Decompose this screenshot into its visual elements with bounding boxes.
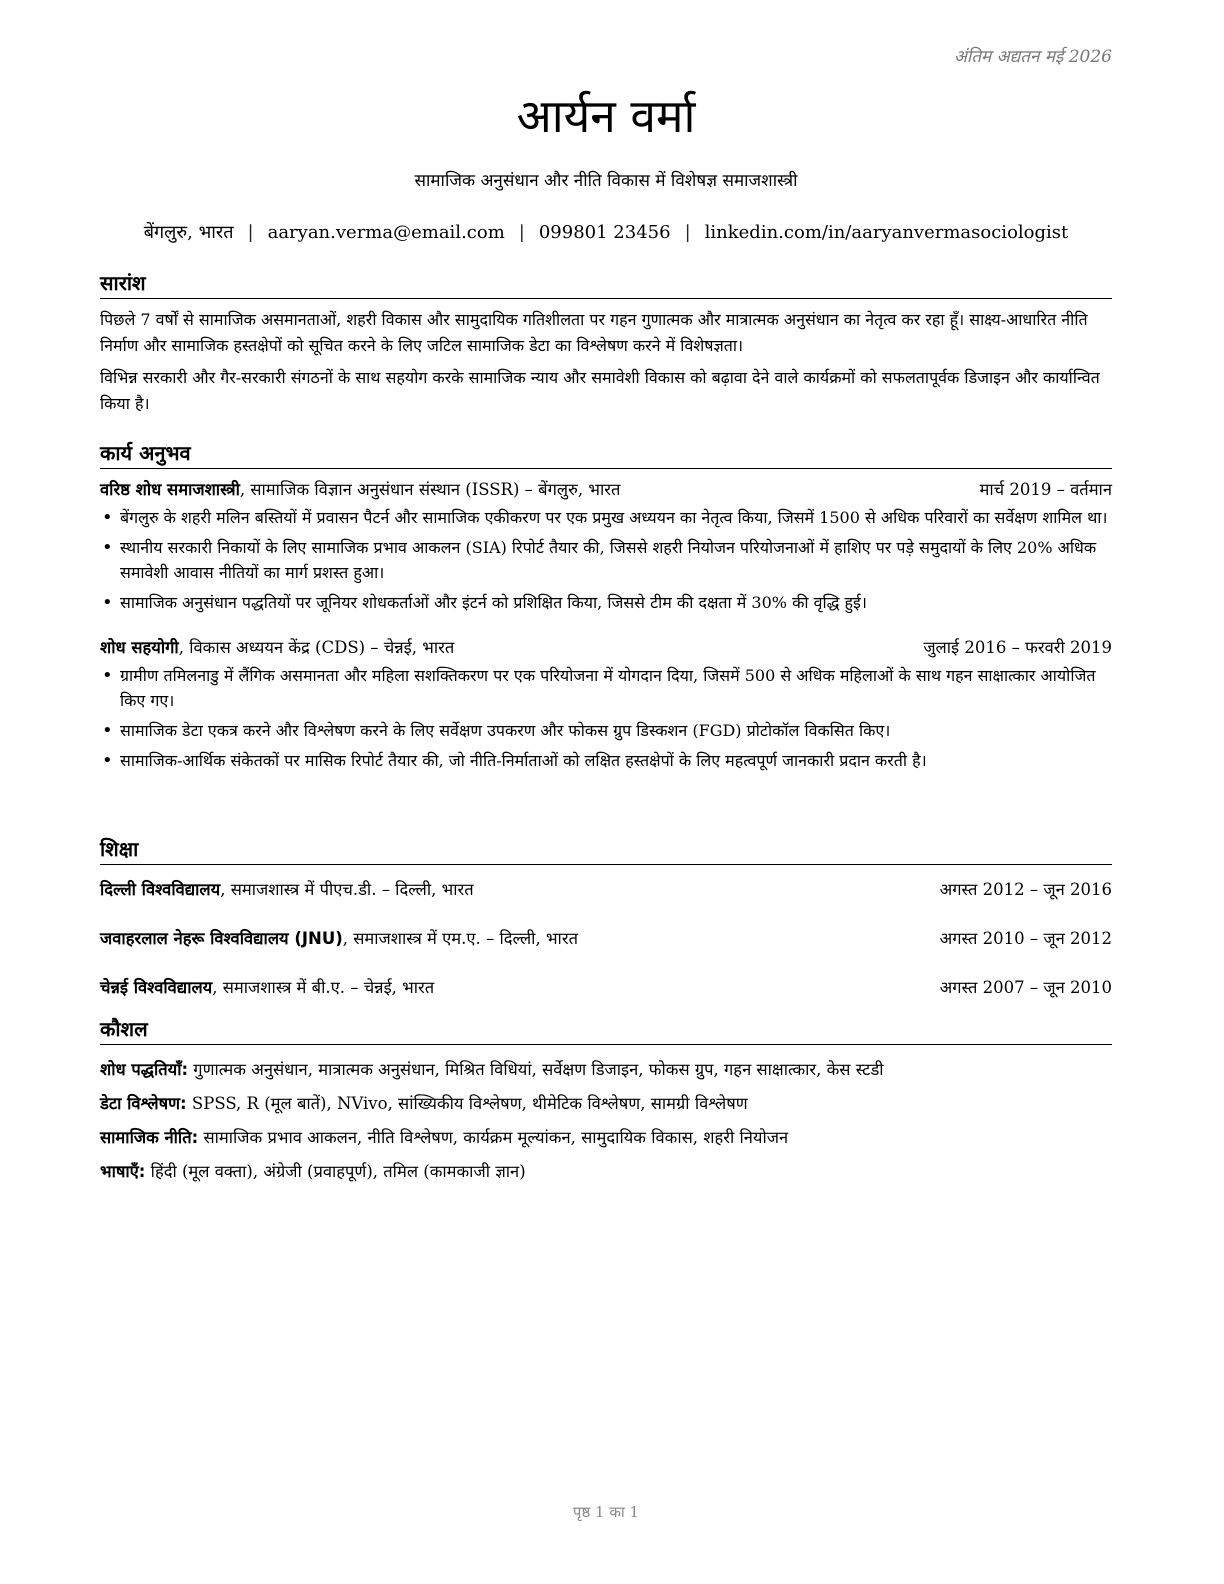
list-item: • बेंगलुरु के शहरी मलिन बस्तियों में प्रवासन पैटर्न और सामाजिक एकीकरण पर एक प्रमुख अध्ययन का नेतृत्व किया, जिसमें 1500 से अधिक परिवारों का सर्वेक्षण शामिल था। bbox=[100, 505, 1112, 530]
job-org: , सामाजिक विज्ञान अनुसंधान संस्थान (ISSR) – बेंगलुरु, भारत bbox=[239, 480, 621, 499]
skill-value: गुणात्मक अनुसंधान, मात्रात्मक अनुसंधान, मिश्रित विधियां, सर्वेक्षण डिजाइन, फोकस ग्रुप, गहन साक्षात्कार, केस स्टडी bbox=[188, 1060, 884, 1079]
skills-section bbox=[100, 1016, 1112, 1193]
education-entry bbox=[100, 877, 1112, 926]
job-header bbox=[100, 635, 1112, 661]
education-date: अगस्त 2007 – जून 2010 bbox=[939, 978, 1112, 997]
job-bullets bbox=[100, 505, 1112, 615]
job-role: शोध सहयोगी bbox=[100, 638, 179, 657]
experience-section bbox=[100, 440, 1112, 778]
education-date: अगस्त 2010 – जून 2012 bbox=[939, 929, 1112, 948]
tagline: सामाजिक अनुसंधान और नीति विकास में विशेषज्ञ समाजशास्त्री bbox=[414, 171, 798, 191]
job-role: वरिष्ठ शोध समाजशास्त्री bbox=[100, 480, 240, 499]
contact-separator: | bbox=[684, 222, 691, 243]
education-date: अगस्त 2012 – जून 2016 bbox=[939, 880, 1112, 899]
job-org: , विकास अध्ययन केंद्र (CDS) – चेन्नई, भारत bbox=[178, 638, 455, 657]
skill-value: SPSS, R (मूल बातें), NVivo, सांख्यिकीय विश्लेषण, थीमेटिक विश्लेषण, सामग्री विश्लेषण bbox=[186, 1094, 748, 1113]
summary-paragraph: पिछले 7 वर्षों से सामाजिक असमानताओं, शहरी विकास और सामुदायिक गतिशीलता पर गहन गुणात्मक और मात्रात्मक अनुसंधान का नेतृत्व कर रहा हूँ। साक्ष्य-आधारित नीति निर्माण और सामाजिक हस्तक्षेपों को सूचित करने के लिए जटिल सामाजिक डेटा का विश्लेषण करने में विशेषज्ञता। bbox=[100, 310, 1088, 355]
contact-phone[interactable]: 099801 23456 bbox=[538, 222, 671, 243]
contact-separator: | bbox=[518, 222, 525, 243]
education-section bbox=[100, 836, 1112, 1024]
list-item: • सामाजिक डेटा एकत्र करने और विश्लेषण करने के लिए सर्वेक्षण उपकरण और फोकस ग्रुप डिस्कशन (FGD) प्रोटोकॉल विकसित किए। bbox=[100, 718, 1112, 743]
skill-row bbox=[100, 1125, 1112, 1159]
skills-title: कौशल bbox=[100, 1016, 1112, 1045]
page-number: पृष्ठ 1 का 1 bbox=[572, 1503, 640, 1521]
job-header bbox=[100, 477, 1112, 503]
skill-label: डेटा विश्लेषण: bbox=[100, 1094, 187, 1113]
education-entry bbox=[100, 926, 1112, 975]
list-item: • स्थानीय सरकारी निकायों के लिए सामाजिक प्रभाव आकलन (SIA) रिपोर्ट तैयार की, जिससे शहरी नियोजन परियोजनाओं में हाशिए पर पड़े समुदायों के लिए 20% अधिक समावेशी आवास नीतियों का मार्ग प्रशस्त हुआ। bbox=[100, 535, 1112, 585]
summary-paragraph: विभिन्न सरकारी और गैर-सरकारी संगठनों के साथ सहयोग करके सामाजिक न्याय और समावेशी विकास को बढ़ावा देने वाले कार्यक्रमों को सफलतापूर्वक डिजाइन और कार्यान्वित किया है। bbox=[100, 368, 1100, 413]
resume-page bbox=[100, 0, 1112, 1584]
education-title: शिक्षा bbox=[100, 836, 1112, 865]
degree-detail: , समाजशास्त्र में बी.ए. – चेन्नई, भारत bbox=[212, 978, 435, 997]
school-name: जवाहरलाल नेहरू विश्वविद्यालय (JNU) bbox=[100, 929, 343, 948]
skill-row bbox=[100, 1159, 1112, 1193]
contact-email[interactable]: aaryan.verma@email.com bbox=[267, 222, 505, 243]
skill-row bbox=[100, 1091, 1112, 1125]
school-name: चेन्नई विश्वविद्यालय bbox=[100, 978, 213, 997]
job-date: मार्च 2019 – वर्तमान bbox=[979, 480, 1112, 499]
skill-value: हिंदी (मूल वक्ता), अंग्रेजी (प्रवाहपूर्ण), तमिल (कामकाजी ज्ञान) bbox=[145, 1162, 526, 1181]
contact-line bbox=[100, 220, 1112, 244]
degree-detail: , समाजशास्त्र में पीएच.डी. – दिल्ली, भारत bbox=[220, 880, 474, 899]
skill-value: सामाजिक प्रभाव आकलन, नीति विश्लेषण, कार्यक्रम मूल्यांकन, सामुदायिक विकास, शहरी नियोजन bbox=[198, 1128, 789, 1147]
contact-linkedin[interactable]: linkedin.com/in/aaryanvermasociologist bbox=[704, 222, 1069, 243]
experience-title: कार्य अनुभव bbox=[100, 440, 1112, 469]
skill-label: शोध पद्धतियाँ: bbox=[100, 1060, 189, 1079]
school-name: दिल्ली विश्वविद्यालय bbox=[100, 880, 221, 899]
candidate-name: आर्यन वर्मा bbox=[516, 89, 696, 143]
last-updated: अंतिम अद्यतन मई 2026 bbox=[953, 47, 1112, 67]
contact-location: बेंगलुरु, भारत bbox=[143, 222, 234, 243]
summary-section bbox=[100, 270, 1112, 417]
list-item: • सामाजिक अनुसंधान पद्धतियों पर जूनियर शोधकर्ताओं और इंटर्न को प्रशिक्षित किया, जिससे टीम की दक्षता में 30% की वृद्धि हुई। bbox=[100, 590, 1112, 615]
skill-label: सामाजिक नीति: bbox=[100, 1128, 199, 1147]
degree-detail: , समाजशास्त्र में एम.ए. – दिल्ली, भारत bbox=[342, 929, 578, 948]
list-item: • सामाजिक-आर्थिक संकेतकों पर मासिक रिपोर्ट तैयार की, जो नीति-निर्माताओं को लक्षित हस्तक्षेपों के लिए महत्वपूर्ण जानकारी प्रदान करती है। bbox=[100, 748, 1112, 773]
skill-row bbox=[100, 1057, 1112, 1091]
summary-title: सारांश bbox=[100, 270, 1112, 299]
job-entry bbox=[100, 635, 1112, 773]
job-bullets bbox=[100, 663, 1112, 773]
skill-label: भाषाएँ: bbox=[100, 1162, 146, 1181]
job-entry bbox=[100, 477, 1112, 615]
contact-separator: | bbox=[247, 222, 254, 243]
list-item: • ग्रामीण तमिलनाडु में लैंगिक असमानता और महिला सशक्तिकरण पर एक परियोजना में योगदान दिया, जिसमें 500 से अधिक महिलाओं के साथ गहन साक्षात्कार आयोजित किए गए। bbox=[100, 663, 1112, 713]
job-date: जुलाई 2016 – फरवरी 2019 bbox=[923, 638, 1112, 657]
